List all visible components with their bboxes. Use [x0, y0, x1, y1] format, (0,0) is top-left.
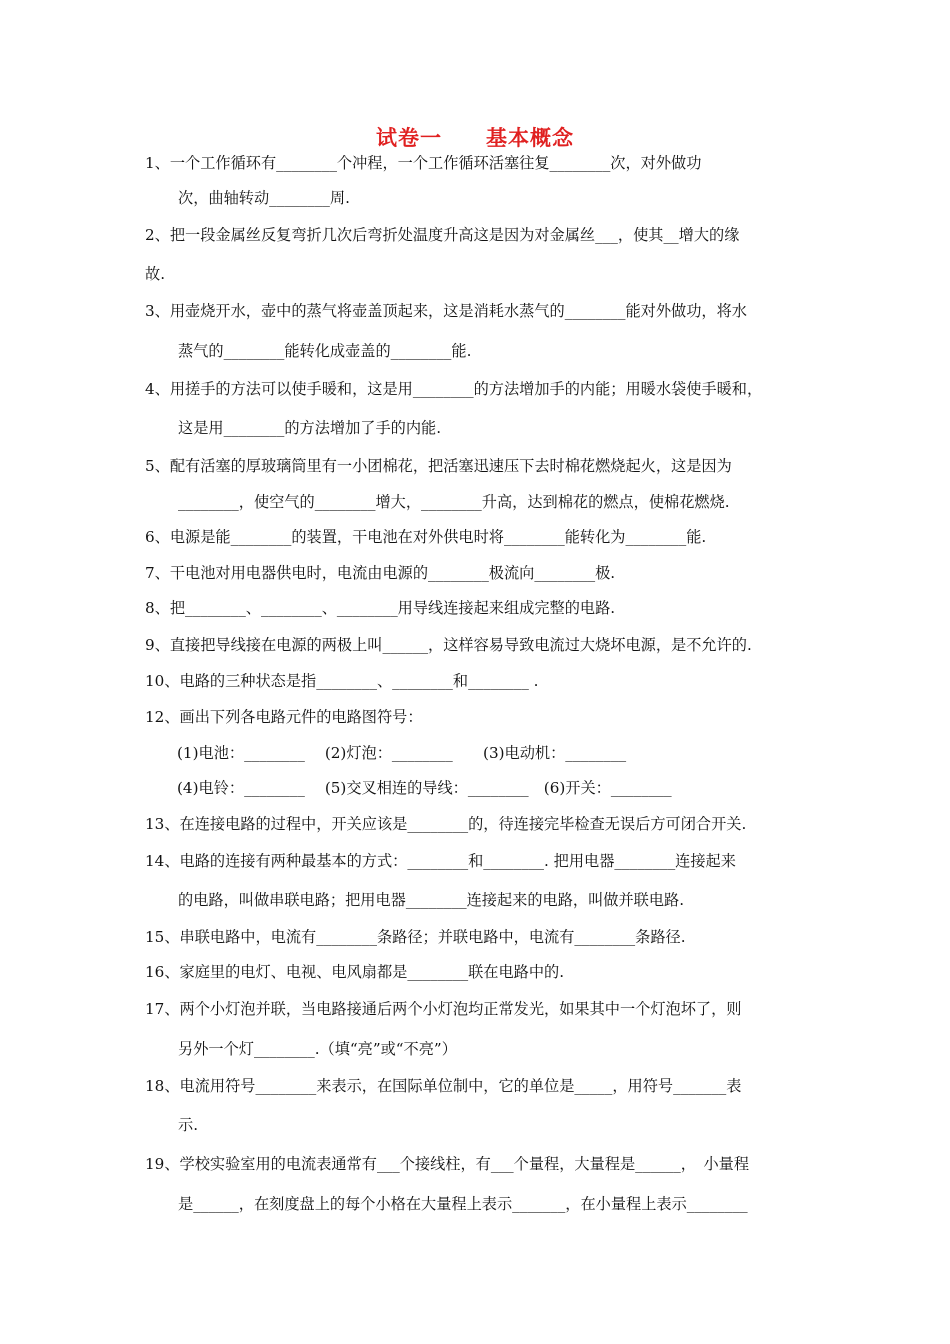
question-12-items-row-2: (4)电铃：________ (5)交叉相连的导线：________ (6)开关：________ — [177, 779, 672, 797]
question-14-line-2: 的电路，叫做串联电路；把用电器________连接起来的电路，叫做并联电路. — [178, 891, 685, 909]
question-12: 12、画出下列各电路元件的电路图符号： — [145, 708, 423, 726]
question-4-line-2: 这是用________的方法增加了手的内能. — [178, 419, 442, 437]
question-3-line-1: 3、用壶烧开水，壶中的蒸气将壶盖顶起来，这是消耗水蒸气的________能对外做功，将水 — [145, 302, 747, 320]
question-17-line-1: 17、两个小灯泡并联，当电路接通后两个小灯泡均正常发光，如果其中一个灯泡坏了，则 — [145, 1000, 742, 1018]
question-6: 6、电源是能________的装置，干电池在对外供电时将________能转化为________能. — [145, 528, 707, 546]
question-7: 7、干电池对用电器供电时，电流由电源的________极流向________极. — [145, 564, 616, 582]
question-12-items-row-1: (1)电池：________ (2)灯泡：________ (3)电动机：________ — [177, 744, 627, 762]
question-4-line-1: 4、用搓手的方法可以使手暖和，这是用________的方法增加手的内能；用暖水袋使手暖和， — [145, 380, 763, 398]
question-15: 15、串联电路中，电流有________条路径；并联电路中，电流有________条路径. — [145, 928, 686, 946]
question-5-line-2: ________，使空气的________增大，________升高，达到棉花的燃点，使棉花燃烧. — [178, 493, 730, 511]
question-1-line-2: 次，曲轴转动________周. — [178, 189, 350, 207]
page-title: 试卷一 基本概念 — [376, 126, 574, 150]
question-5-line-1: 5、配有活塞的厚玻璃筒里有一小团棉花，把活塞迅速压下去时棉花燃烧起火，这是因为 — [145, 457, 732, 475]
question-18-line-1: 18、电流用符号________来表示，在国际单位制中，它的单位是_____，用符号_______表 — [145, 1077, 742, 1095]
question-18-line-2: 示. — [178, 1116, 199, 1134]
question-2-line-2: 故. — [145, 265, 166, 283]
question-10: 10、电路的三种状态是指________、________和________ . — [145, 672, 539, 690]
question-8: 8、把________、________、________用导线连接起来组成完整的电路. — [145, 599, 616, 617]
question-17-line-2: 另外一个灯________.（填“亮”或“不亮”） — [178, 1040, 457, 1058]
question-13: 13、在连接电路的过程中，开关应该是________的，待连接完毕检查无误后方可闭合开关. — [145, 815, 747, 833]
question-3-line-2: 蒸气的________能转化成壶盖的________能. — [178, 342, 472, 360]
question-19-line-1: 19、学校实验室用的电流表通常有___个接线柱，有___个量程，大量程是______， 小量程 — [145, 1155, 750, 1173]
question-16: 16、家庭里的电灯、电视、电风扇都是________联在电路中的. — [145, 963, 565, 981]
question-9: 9、直接把导线接在电源的两极上叫______，这样容易导致电流过大烧坏电源，是不允许的. — [145, 636, 752, 654]
question-2-line-1: 2、把一段金属丝反复弯折几次后弯折处温度升高这是因为对金属丝___，使其__增大的缘 — [145, 226, 740, 244]
question-1-line-1: 1、一个工作循环有________个冲程，一个工作循环活塞往复________次，对外做功 — [145, 154, 702, 172]
question-14-line-1: 14、电路的连接有两种最基本的方式：________和________. 把用电器________连接起来 — [145, 852, 736, 870]
question-19-line-2: 是______，在刻度盘上的每个小格在大量程上表示_______，在小量程上表示________ — [178, 1195, 748, 1213]
